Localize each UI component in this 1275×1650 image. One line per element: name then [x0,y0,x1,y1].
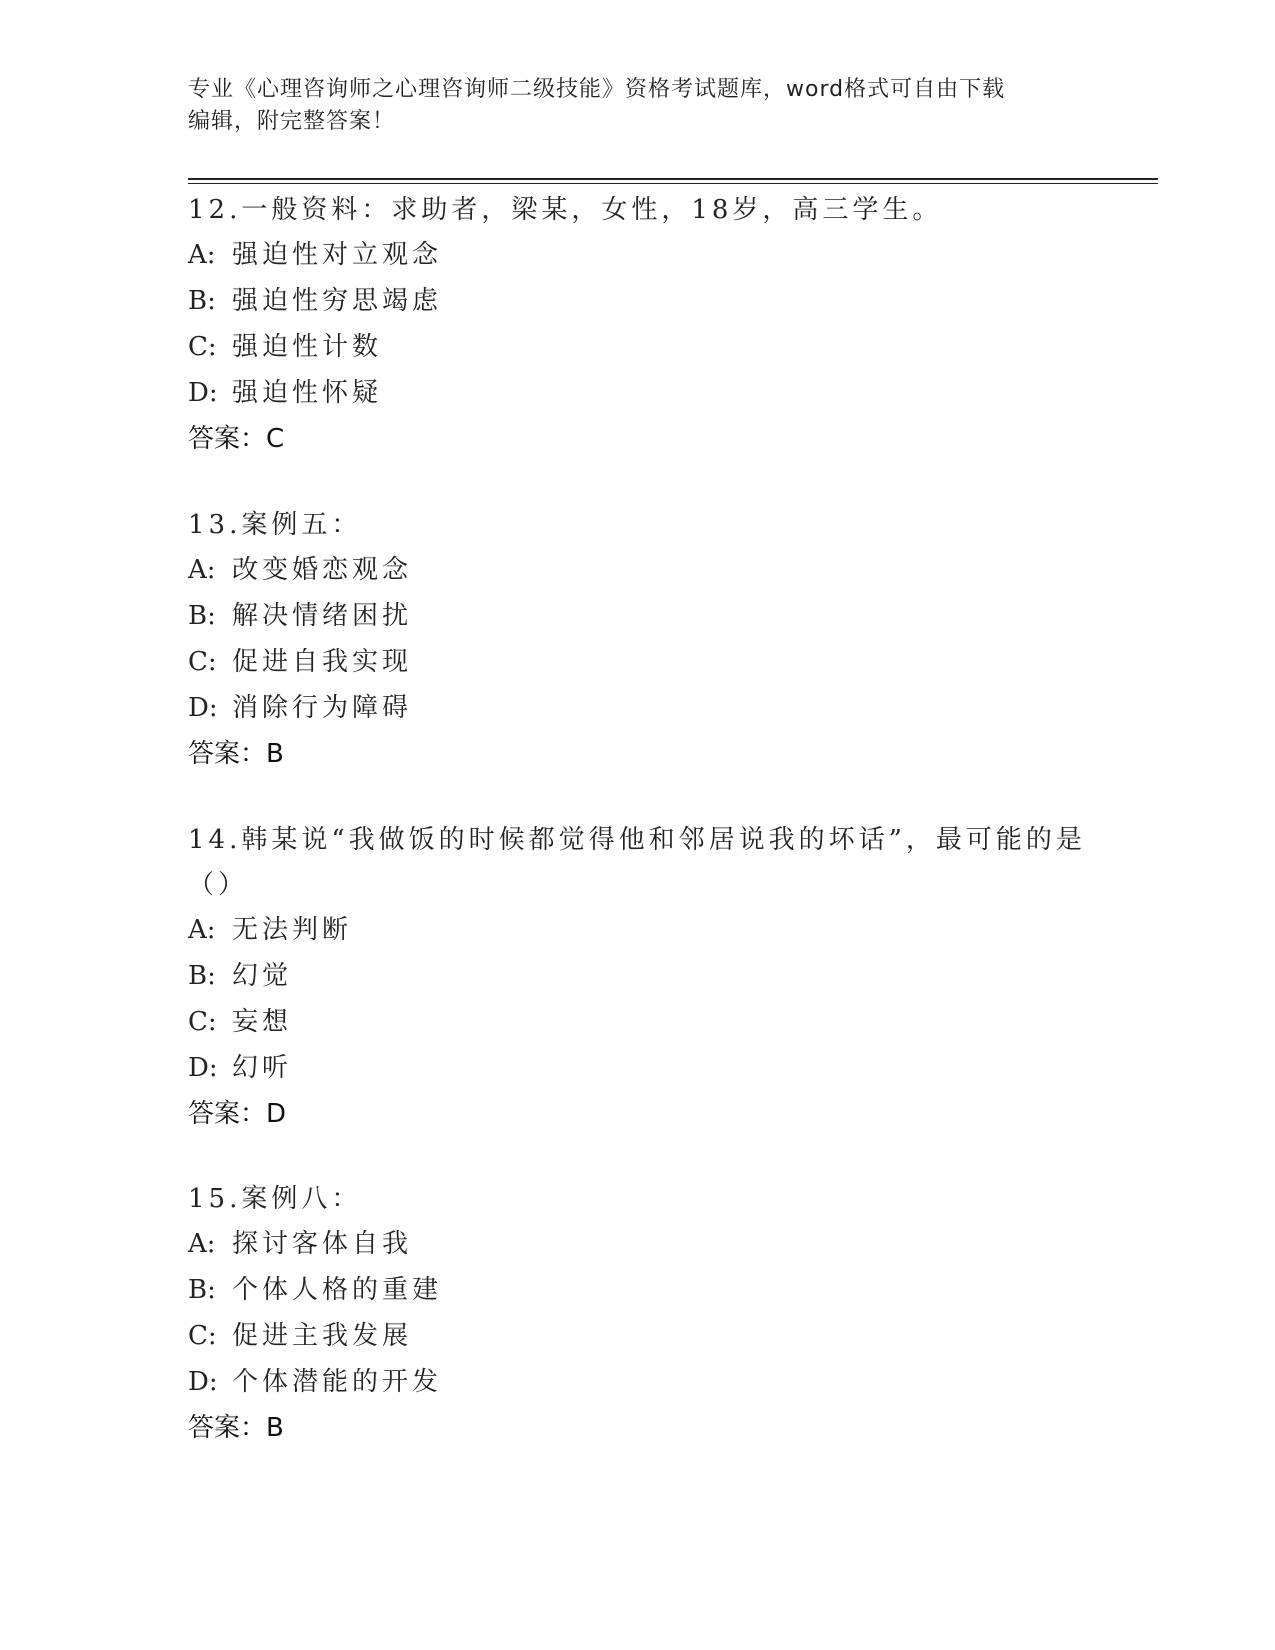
option-d [188,1360,1088,1406]
option-key: A: [188,240,216,270]
option-b [188,594,1088,640]
option-text: 促进主我发展 [232,1321,413,1351]
question-14 [188,818,1088,1138]
option-c [188,1000,1088,1046]
option-key: D: [188,1053,218,1083]
option-a [188,908,1088,954]
option-key: A: [188,1229,216,1259]
option-text: 强迫性怀疑 [232,378,383,408]
option-key: D: [188,693,218,723]
option-key: C: [188,1007,217,1037]
header-line-2: 编辑，附完整答案！ [188,109,396,134]
header-divider-thin [188,183,1158,184]
option-key: B: [188,1275,216,1305]
option-text: 强迫性计数 [232,332,383,362]
option-text: 个体潜能的开发 [232,1367,443,1397]
option-text: 幻听 [232,1053,293,1083]
option-text: 强迫性对立观念 [232,240,443,270]
question-title: 13.案例五： [188,510,362,540]
option-a [188,1222,1088,1268]
option-a [188,233,1088,279]
question-title: 12.一般资料：求助者，梁某，女性，18岁，高三学生。 [188,195,943,225]
option-d [188,686,1088,732]
option-text: 消除行为障碍 [232,693,413,723]
option-text: 强迫性穷思竭虑 [232,286,443,316]
option-key: A: [188,555,216,585]
option-text: 无法判断 [232,915,353,945]
option-text: 解决情绪困扰 [232,601,413,631]
option-b [188,1268,1088,1314]
option-key: C: [188,332,217,362]
option-text: 探讨客体自我 [232,1229,413,1259]
answer: 答案：B [188,1413,284,1443]
option-c [188,1314,1088,1360]
header-divider-thick [188,178,1158,180]
answer: 答案：B [188,739,284,769]
option-text: 改变婚恋观念 [232,555,413,585]
question-15 [188,1177,1088,1452]
option-key: B: [188,286,216,316]
option-a [188,548,1088,594]
option-key: D: [188,1367,218,1397]
document-header [188,74,1068,138]
option-c [188,325,1088,371]
option-b [188,279,1088,325]
question-12 [188,188,1088,463]
option-d [188,371,1088,417]
question-title: 15.案例八： [188,1184,362,1214]
option-key: C: [188,1321,217,1351]
option-c [188,640,1088,686]
option-d [188,1046,1088,1092]
option-b [188,954,1088,1000]
question-title-continuation: （） [188,870,249,900]
option-text: 幻觉 [232,961,293,991]
option-key: D: [188,378,218,408]
option-text: 促进自我实现 [232,647,413,677]
answer: 答案：D [188,1099,287,1129]
option-key: A: [188,915,216,945]
answer: 答案：C [188,424,285,454]
option-key: C: [188,647,217,677]
option-text: 妄想 [232,1007,293,1037]
question-13 [188,503,1088,778]
option-key: B: [188,961,216,991]
header-line-1: 专业《心理咨询师之心理咨询师二级技能》资格考试题库，word格式可自由下载 [188,77,1006,102]
option-key: B: [188,601,216,631]
option-text: 个体人格的重建 [232,1275,443,1305]
question-title: 14.韩某说“我做饭的时候都觉得他和邻居说我的坏话”，最可能的是 [188,825,1086,855]
